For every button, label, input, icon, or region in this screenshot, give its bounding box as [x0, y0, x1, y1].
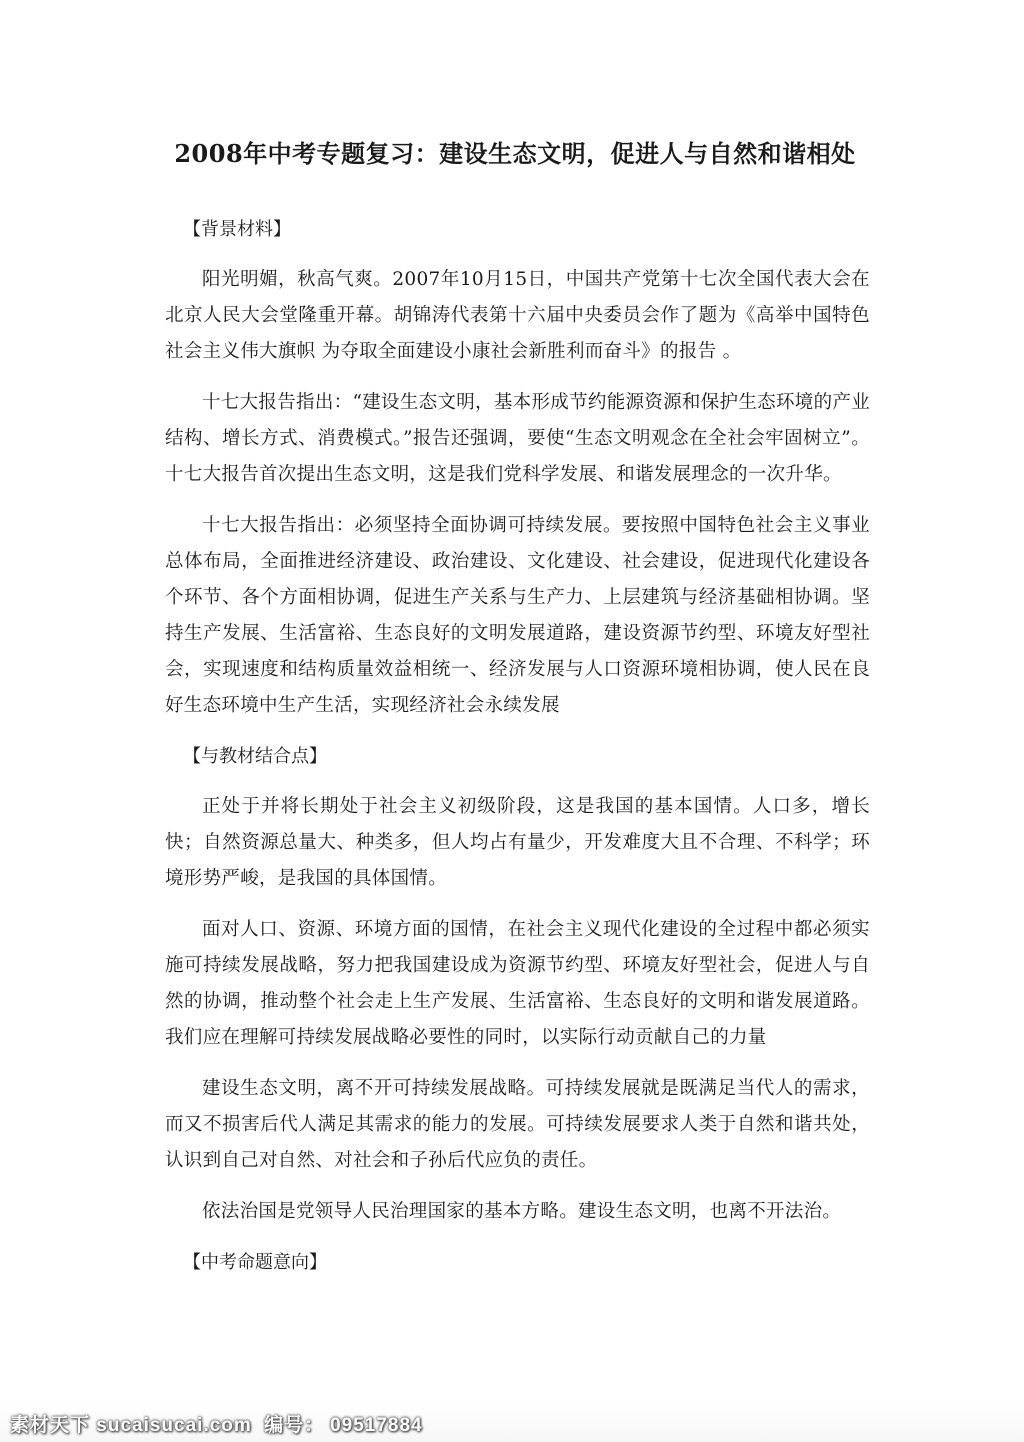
watermark-site: 素材天下 sucaisucai.com: [10, 1415, 252, 1436]
watermark-code-label: 编号：: [264, 1415, 325, 1436]
paragraph: 十七大报告指出：“建设生态文明，基本形成节约能源资源和保护生态环境的产业结构、增长方式、消费模式。”报告还强调，要使“生态文明观念在全社会牢固树立”。十七大报告首次提出生态文明，这是我们党科学发展、和谐发展理念的一次升华。: [165, 392, 870, 485]
paragraph: 正处于并将长期处于社会主义初级阶段，这是我国的基本国情。人口多，增长快；自然资源总量大、种类多，但人均占有量少，开发难度大且不合理、不科学；环境形势严峻，是我国的具体国情。: [165, 796, 870, 889]
section-heading-background: 【背景材料】: [183, 219, 291, 240]
section-heading-exam: 【中考命题意向】: [183, 1252, 327, 1273]
paragraph: 面对人口、资源、环境方面的国情，在社会主义现代化建设的全过程中都必须实施可持续发展战略，努力把我国建设成为资源节约型、环境友好型社会，促进人与自然的协调，推动整个社会走上生产发展、生活富裕、生态良好的文明和谐发展道路。我们应在理解可持续发展战略必要性的同时，以实际行动贡献自己的力量: [165, 919, 870, 1048]
paragraph: 阳光明媚，秋高气爽。2007年10月15日，中国共产党第十七次全国代表大会在北京人民大会堂隆重开幕。胡锦涛代表第十六届中央委员会作了题为《高举中国特色社会主义伟大旗帜 为夺取全面建设小康社会新胜利而奋斗》的报告 。: [165, 269, 870, 362]
paragraph: 建设生态文明，离不开可持续发展战略。可持续发展就是既满足当代人的需求，而又不损害后代人满足其需求的能力的发展。可持续发展要求人类于自然和谐共处，认识到自己对自然、对社会和子孙后代应负的责任。: [165, 1078, 870, 1171]
watermark-code: 09517884: [330, 1415, 423, 1436]
document-body: [165, 212, 870, 1295]
watermark-bar: [0, 1404, 1024, 1442]
section-heading-textbook: 【与教材结合点】: [183, 746, 327, 767]
document-title: 2008年中考专题复习：建设生态文明，促进人与自然和谐相处: [174, 139, 856, 168]
paragraph: 十七大报告指出：必须坚持全面协调可持续发展。要按照中国特色社会主义事业总体布局，全面推进经济建设、政治建设、文化建设、社会建设，促进现代化建设各个环节、各个方面相协调，促进生产关系与生产力、上层建筑与经济基础相协调。坚持生产发展、生活富裕、生态良好的文明发展道路，建设资源节约型、环境友好型社会，实现速度和结构质量效益相统一、经济发展与人口资源环境相协调，使人民在良好生态环境中生产生活，实现经济社会永续发展: [165, 515, 870, 716]
paragraph: 依法治国是党领导人民治理国家的基本方略。建设生态文明，也离不开法治。: [202, 1201, 842, 1222]
watermark-text: [10, 1410, 423, 1437]
